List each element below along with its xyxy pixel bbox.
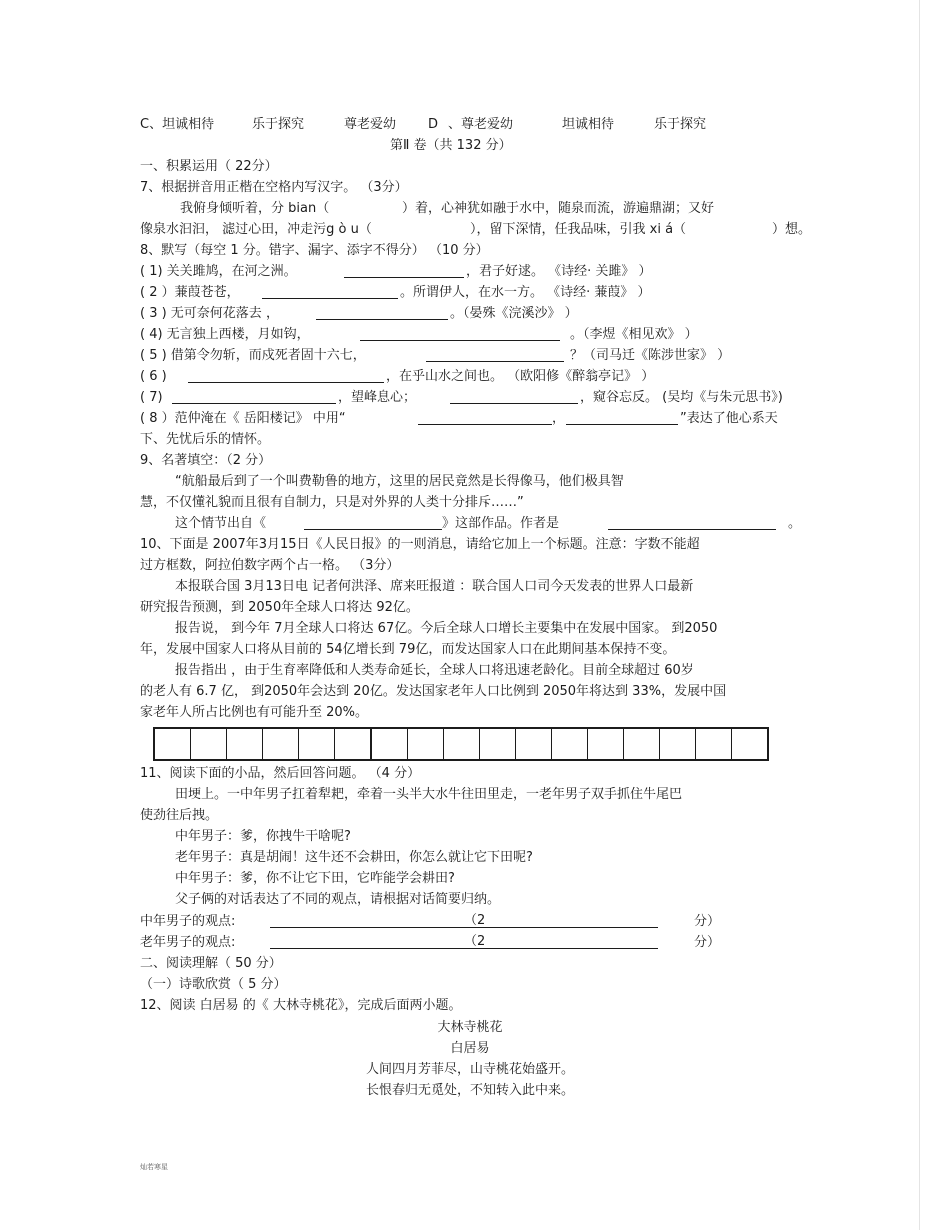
q8-item1-blank[interactable] [344,263,464,281]
q8-item5-b: ？（司马迁《陈涉世家》 ） [570,348,731,363]
grid-cell[interactable] [732,729,767,759]
grid-cell[interactable] [444,729,480,759]
section-2-heading: 二、阅读理解（ 50 分） [140,956,282,971]
q8-prompt: 8、默写（每空 1 分。错字、漏字、添字不得分） （10 分） [140,243,489,258]
grid-cell[interactable] [480,729,516,759]
q8-item5-blank[interactable] [426,347,564,365]
q11-answer2-unit: 分） [694,935,721,950]
q11-scene-line2: 使劲往后拽。 [140,808,219,823]
grid-cell[interactable] [227,729,263,759]
title-answer-grid[interactable] [153,727,769,761]
q12-prompt: 12、阅读 白居易 的《 大林寺桃花》，完成后面两小题。 [140,998,462,1013]
q8-item1-b: ，君子好逑。 《诗经· 关雎》 ） [466,264,652,279]
grid-cell[interactable] [372,729,408,759]
q11-answer1-unit: 分） [694,914,721,929]
q8-item4-b: 。（李煜《相见欢》 ） [570,327,698,342]
q8-item2-b: 。所谓伊人，在水一方。 《诗经· 蒹葭》 ） [400,285,651,300]
q8-item5-a: ( 5 ) 借第令勿斩，而戍死者固十六七， [140,348,366,363]
q8-item8-blank2[interactable] [566,410,678,428]
q8-item2-a: ( 2 ）蒹葭苍苍， [140,285,240,300]
q8-item3-blank[interactable] [316,305,448,323]
page-footer: 灿若寒星 [140,1163,168,1171]
q8-item6-b: ，在乎山水之间也。 （欧阳修《醉翁亭记》 ） [386,369,655,384]
q10-news-p3b: 的老人有 6.7 亿， 到2050年会达到 20亿。发达国家老年人口比例到 2050年将达到 33%，发展中国 [140,684,727,699]
grid-cell[interactable] [588,729,624,759]
q8-item8-c: ”表达了他心系天 [680,411,778,426]
q8-item3-b: 。（晏殊《浣溪沙》 ） [450,306,578,321]
q8-item6-blank[interactable] [188,368,384,386]
q9-quote-line1: “航船最后到了一个叫费勒鲁的地方，这里的居民竟然是长得像马，他们极具智 [175,474,624,489]
q10-prompt-line1: 10、下面是 2007年3月15日《人民日报》的一则消息，请给它加上一个标题。注意：字数不能超 [140,537,700,552]
option-d-item2: 坦诚相待 [562,117,615,132]
option-c-item3: 尊老爱幼 [344,117,397,132]
q9-book-blank[interactable] [304,515,442,533]
q7-text-line2c: ）想。 [772,222,812,237]
grid-cell[interactable] [696,729,732,759]
grid-cell[interactable] [263,729,299,759]
q8-item8-blank1[interactable] [418,410,552,428]
option-d-letter: D [428,117,439,132]
q7-text-line2a: 像泉水汩汩， 滤过心田，冲走污g ò u（ [140,222,372,237]
q11-dialog-3: 中年男子：爹，你不让它下田，它咋能学会耕田? [175,871,455,886]
q8-item7-c: ，窥谷忘反。 (吴均《与朱元思书》) [580,390,783,405]
q10-news-p3a: 报告指出 ，由于生育率降低和人类寿命延长，全球人口将迅速老龄化。目前全球超过 60岁 [175,663,694,678]
q8-item2-blank[interactable] [262,284,398,302]
q9-question-a: 这个情节出自《 [175,516,267,531]
option-c-item2: 乐于探究 [252,117,305,132]
q10-news-p2b: 年，发展中国家人口将从目前的 54亿增长到 79亿，而发达国家人口在此期间基本保持不变。 [140,642,676,657]
poem-author: 白居易 [450,1041,490,1056]
q11-dialog-2: 老年男子：真是胡闹！这牛还不会耕田，你怎么就让它下田呢? [175,850,533,865]
grid-cell[interactable] [299,729,335,759]
q11-prompt: 11、阅读下面的小品，然后回答问题。 （4 分） [140,766,421,781]
q10-news-p1a: 本报联合国 3月13日电 记者何洪泽、席来旺报道 ：联合国人口司今天发表的世界人口最新 [175,579,694,594]
volume-title: 第Ⅱ 卷（共 132 分） [390,138,512,153]
q9-question-c: 。 [788,516,802,531]
q11-dialog-1: 中年男子：爹，你拽牛干啥呢? [175,829,351,844]
option-c-label: C、坦诚相待 [140,117,215,132]
q8-item3-a: ( 3 ) 无可奈何花落去 ， [140,306,279,321]
q7-text-line1b: ）着，心神犹如融于水中，随泉而流，游遍鼎湖；又好 [402,201,715,216]
poem-title: 大林寺桃花 [437,1020,503,1035]
grid-cell[interactable] [191,729,227,759]
q8-item7-b: ，望峰息心； [338,390,417,405]
q8-item1-a: ( 1) 关关雎鸠，在河之洲。 [140,264,297,279]
q8-item8-b: ， [552,411,566,426]
poem-line-2: 长恨春归无觅处，不知转入此中来。 [365,1083,574,1098]
q11-instruction: 父子俩的对话表达了不同的观点，请根据对话简要归纳。 [175,892,501,907]
q11-answer1-points: （2 [464,913,486,928]
q11-scene-line1: 田埂上。一中年男子扛着犁耙，牵着一头半大水牛往田里走，一老年男子双手抓住牛尾巴 [175,787,683,802]
q10-prompt-line2: 过方框数，阿拉伯数字两个占一格。 （3分） [140,558,400,573]
section-1-heading: 一、积累运用（ 22分） [140,159,278,174]
q8-item6-a: ( 6 ) [140,369,167,384]
subsection-poetry: （一）诗歌欣赏（ 5 分） [140,977,287,992]
grid-cell[interactable] [552,729,588,759]
q10-news-p1b: 研究报告预测，到 2050年全球人口将达 92亿。 [140,600,419,615]
q8-item7-a: ( 7) [140,390,163,405]
q11-answer1-label: 中年男子的观点: [140,914,236,929]
q7-prompt: 7、根据拼音用正楷在空格内写汉字。 （3分） [140,180,408,195]
q10-news-p2a: 报告说， 到今年 7月全球人口将达 67亿。今后全球人口增长主要集中在发展中国家。 到2050 [175,621,718,636]
grid-cell[interactable] [408,729,444,759]
q7-text-line1a: 我俯身倾听着，分 bian（ [180,201,330,216]
q11-answer2-points: （2 [464,934,486,949]
grid-cell[interactable] [516,729,552,759]
q9-quote-line2: 慧，不仅懂礼貌而且很有自制力，只是对外界的人类十分排斥……” [140,495,524,510]
q9-author-blank[interactable] [608,515,776,533]
q8-item7-blank1[interactable] [172,389,336,407]
poem-line-1: 人间四月芳菲尽，山寺桃花始盛开。 [365,1062,574,1077]
q8-item8-a: ( 8 ）范仲淹在《 岳阳楼记》 中用“ [140,411,346,426]
q11-answer2-label: 老年男子的观点: [140,935,236,950]
q8-item4-a: ( 4) 无言独上西楼，月如钩， [140,327,310,342]
q10-news-p3c: 家老年人所占比例也有可能升至 20%。 [140,705,369,720]
q8-item4-blank[interactable] [360,326,560,344]
q8-item8-d: 下、先忧后乐的情怀。 [140,432,271,447]
grid-cell[interactable] [335,729,372,759]
q8-item7-blank2[interactable] [450,389,578,407]
q9-prompt: 9、名著填空：（2 分） [140,453,272,468]
grid-cell[interactable] [660,729,696,759]
q9-question-b: 》这部作品。作者是 [442,516,560,531]
q7-text-line2b: ），留下深情，任我品味，引我 xi á（ [470,222,687,237]
option-d-item1: 、尊老爱幼 [448,117,514,132]
option-d-item3: 乐于探究 [654,117,707,132]
grid-cell[interactable] [624,729,660,759]
grid-cell[interactable] [155,729,191,759]
